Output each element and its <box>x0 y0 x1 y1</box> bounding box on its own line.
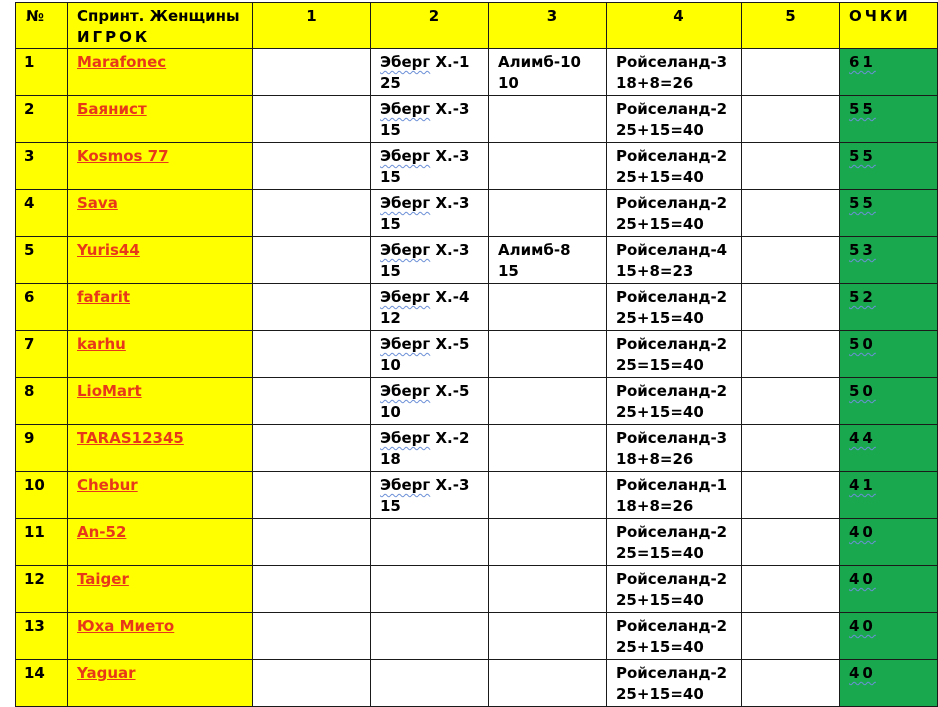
standings-body <box>16 49 938 707</box>
round-1-cell <box>253 49 371 96</box>
round-5-cell <box>742 190 840 237</box>
round-4-pick: Ройселанд-2 <box>616 617 728 635</box>
standings-sheet <box>15 2 938 707</box>
round-2-score: 15 <box>380 121 401 139</box>
round-2-cell <box>371 237 489 284</box>
table-row <box>16 613 938 660</box>
round-2-cell <box>371 566 489 613</box>
round-3-cell <box>489 96 607 143</box>
round-2-pick: Эберг Х.-1 <box>380 53 470 71</box>
table-row <box>16 96 938 143</box>
points-cell <box>840 143 938 190</box>
round-5-cell <box>742 519 840 566</box>
round-4-score: 25+15=40 <box>616 168 704 186</box>
header-player-title: Спринт. Женщины <box>77 7 240 25</box>
header-player-sub: ИГРОК <box>77 28 151 46</box>
round-1-cell <box>253 237 371 284</box>
player-link[interactable]: Юха Мието <box>77 617 175 635</box>
spellcheck-word: Эберг <box>380 335 431 353</box>
player-cell <box>68 49 253 96</box>
spellcheck-word: Эберг <box>380 53 431 71</box>
player-link[interactable]: Kosmos 77 <box>77 147 169 165</box>
points-value: 44 <box>849 429 876 447</box>
round-2-pick: Эберг Х.-3 <box>380 194 470 212</box>
points-value: 61 <box>849 53 876 71</box>
table-row <box>16 190 938 237</box>
header-round-1: 1 <box>253 3 371 49</box>
header-round-4: 4 <box>607 3 742 49</box>
points-cell <box>840 331 938 378</box>
round-4-cell <box>607 425 742 472</box>
round-4-score: 18+8=26 <box>616 497 694 515</box>
row-number: 10 <box>16 472 68 519</box>
round-4-pick: Ройселанд-2 <box>616 100 728 118</box>
row-number: 3 <box>16 143 68 190</box>
player-link[interactable]: Marafonec <box>77 53 167 71</box>
header-round-2: 2 <box>371 3 489 49</box>
player-cell <box>68 425 253 472</box>
table-row <box>16 519 938 566</box>
round-4-cell <box>607 143 742 190</box>
round-4-pick: Ройселанд-4 <box>616 241 728 259</box>
points-cell <box>840 566 938 613</box>
table-row <box>16 331 938 378</box>
round-2-cell <box>371 284 489 331</box>
player-link[interactable]: Chebur <box>77 476 138 494</box>
row-number: 6 <box>16 284 68 331</box>
table-row <box>16 566 938 613</box>
round-5-cell <box>742 660 840 707</box>
row-number: 11 <box>16 519 68 566</box>
round-5-cell <box>742 378 840 425</box>
table-row <box>16 49 938 96</box>
row-number: 8 <box>16 378 68 425</box>
round-4-cell <box>607 378 742 425</box>
player-link[interactable]: Yaguar <box>77 664 136 682</box>
round-4-pick: Ройселанд-3 <box>616 53 728 71</box>
points-cell <box>840 378 938 425</box>
round-5-cell <box>742 472 840 519</box>
points-value: 40 <box>849 570 876 588</box>
round-4-cell <box>607 613 742 660</box>
round-3-score: 10 <box>498 74 519 92</box>
points-value: 50 <box>849 335 876 353</box>
points-cell <box>840 237 938 284</box>
round-2-cell <box>371 519 489 566</box>
round-3-cell <box>489 190 607 237</box>
round-4-cell <box>607 237 742 284</box>
round-4-pick: Ройселанд-1 <box>616 476 728 494</box>
spellcheck-word: Эберг <box>380 288 431 306</box>
round-2-cell <box>371 660 489 707</box>
round-2-cell <box>371 143 489 190</box>
points-value: 40 <box>849 664 876 682</box>
header-round-3: 3 <box>489 3 607 49</box>
round-2-score: 10 <box>380 356 401 374</box>
player-cell <box>68 143 253 190</box>
points-cell <box>840 660 938 707</box>
row-number: 2 <box>16 96 68 143</box>
round-2-score: 15 <box>380 215 401 233</box>
round-4-pick: Ройселанд-2 <box>616 570 728 588</box>
player-cell <box>68 331 253 378</box>
player-link[interactable]: Sava <box>77 194 118 212</box>
round-4-score: 25=15=40 <box>616 356 704 374</box>
points-cell <box>840 519 938 566</box>
points-value: 55 <box>849 147 876 165</box>
spellcheck-word: Эберг <box>380 241 431 259</box>
round-3-cell <box>489 425 607 472</box>
round-1-cell <box>253 566 371 613</box>
header-number: № <box>16 3 68 49</box>
round-5-cell <box>742 425 840 472</box>
round-3-cell <box>489 566 607 613</box>
player-cell <box>68 378 253 425</box>
row-number: 7 <box>16 331 68 378</box>
player-cell <box>68 284 253 331</box>
round-4-cell <box>607 519 742 566</box>
round-2-cell <box>371 49 489 96</box>
round-4-pick: Ройселанд-2 <box>616 382 728 400</box>
round-1-cell <box>253 519 371 566</box>
round-1-cell <box>253 378 371 425</box>
round-3-cell <box>489 331 607 378</box>
table-row <box>16 237 938 284</box>
round-2-cell <box>371 96 489 143</box>
round-2-score: 15 <box>380 497 401 515</box>
round-1-cell <box>253 425 371 472</box>
points-cell <box>840 472 938 519</box>
points-value: 52 <box>849 288 876 306</box>
round-2-pick: Эберг Х.-4 <box>380 288 470 306</box>
round-4-cell <box>607 49 742 96</box>
round-4-cell <box>607 190 742 237</box>
player-link[interactable]: TARAS12345 <box>77 429 184 447</box>
round-4-score: 25+15=40 <box>616 403 704 421</box>
player-link[interactable]: An-52 <box>77 523 127 541</box>
round-4-score: 25+15=40 <box>616 591 704 609</box>
points-cell <box>840 613 938 660</box>
round-2-score: 18 <box>380 450 401 468</box>
round-2-cell <box>371 472 489 519</box>
spellcheck-word: Эберг <box>380 147 431 165</box>
round-3-cell <box>489 660 607 707</box>
round-5-cell <box>742 143 840 190</box>
table-row <box>16 143 938 190</box>
points-value: 40 <box>849 523 876 541</box>
round-1-cell <box>253 472 371 519</box>
row-number: 5 <box>16 237 68 284</box>
player-cell <box>68 566 253 613</box>
player-link[interactable]: fafarit <box>77 288 131 306</box>
round-2-score: 15 <box>380 168 401 186</box>
player-cell <box>68 613 253 660</box>
player-link[interactable]: LioMart <box>77 382 142 400</box>
round-3-cell <box>489 237 607 284</box>
points-value: 55 <box>849 100 876 118</box>
spellcheck-word: Эберг <box>380 194 431 212</box>
round-1-cell <box>253 284 371 331</box>
round-5-cell <box>742 331 840 378</box>
header-player <box>68 3 253 49</box>
spellcheck-word: Эберг <box>380 476 431 494</box>
points-cell <box>840 96 938 143</box>
points-value: 40 <box>849 617 876 635</box>
round-3-cell <box>489 519 607 566</box>
spellcheck-word: Эберг <box>380 429 431 447</box>
round-1-cell <box>253 660 371 707</box>
round-2-score: 25 <box>380 74 401 92</box>
points-cell <box>840 284 938 331</box>
round-4-pick: Ройселанд-2 <box>616 523 728 541</box>
points-value: 53 <box>849 241 876 259</box>
round-2-cell <box>371 378 489 425</box>
round-3-cell <box>489 378 607 425</box>
player-cell <box>68 190 253 237</box>
round-4-pick: Ройселанд-2 <box>616 147 728 165</box>
round-4-score: 25+15=40 <box>616 215 704 233</box>
points-value: 50 <box>849 382 876 400</box>
round-2-pick: Эберг Х.-2 <box>380 429 470 447</box>
points-cell <box>840 190 938 237</box>
standings-table <box>15 2 938 707</box>
table-row <box>16 284 938 331</box>
row-number: 4 <box>16 190 68 237</box>
spellcheck-word: Эберг <box>380 100 431 118</box>
player-cell <box>68 519 253 566</box>
table-header-row <box>16 3 938 49</box>
round-1-cell <box>253 331 371 378</box>
round-4-cell <box>607 566 742 613</box>
round-2-pick: Эберг Х.-3 <box>380 147 470 165</box>
round-2-cell <box>371 613 489 660</box>
table-row <box>16 660 938 707</box>
round-3-score: 15 <box>498 262 519 280</box>
points-value: 41 <box>849 476 876 494</box>
round-2-cell <box>371 425 489 472</box>
round-3-cell <box>489 284 607 331</box>
player-cell <box>68 660 253 707</box>
table-row <box>16 472 938 519</box>
round-4-score: 15+8=23 <box>616 262 694 280</box>
round-4-score: 25=15=40 <box>616 544 704 562</box>
table-row <box>16 378 938 425</box>
round-2-pick: Эберг Х.-3 <box>380 241 470 259</box>
player-cell <box>68 237 253 284</box>
round-4-pick: Ройселанд-2 <box>616 664 728 682</box>
round-2-score: 15 <box>380 262 401 280</box>
round-1-cell <box>253 190 371 237</box>
header-round-5: 5 <box>742 3 840 49</box>
round-4-cell <box>607 284 742 331</box>
round-2-cell <box>371 190 489 237</box>
round-4-score: 18+8=26 <box>616 74 694 92</box>
spellcheck-word: Эберг <box>380 382 431 400</box>
round-4-score: 25+15=40 <box>616 638 704 656</box>
round-4-score: 25+15=40 <box>616 685 704 703</box>
round-4-pick: Ройселанд-2 <box>616 335 728 353</box>
round-2-pick: Эберг Х.-3 <box>380 100 470 118</box>
row-number: 9 <box>16 425 68 472</box>
round-4-cell <box>607 472 742 519</box>
round-3-cell <box>489 472 607 519</box>
row-number: 13 <box>16 613 68 660</box>
player-link[interactable]: Taiger <box>77 570 129 588</box>
round-2-score: 10 <box>380 403 401 421</box>
row-number: 1 <box>16 49 68 96</box>
round-4-score: 25+15=40 <box>616 121 704 139</box>
round-4-pick: Ройселанд-3 <box>616 429 728 447</box>
round-3-cell <box>489 613 607 660</box>
row-number: 14 <box>16 660 68 707</box>
table-row <box>16 425 938 472</box>
points-value: 55 <box>849 194 876 212</box>
round-3-cell <box>489 49 607 96</box>
player-link[interactable]: Yuris44 <box>77 241 140 259</box>
round-2-cell <box>371 331 489 378</box>
round-5-cell <box>742 49 840 96</box>
row-number: 12 <box>16 566 68 613</box>
round-4-cell <box>607 331 742 378</box>
round-4-score: 25+15=40 <box>616 309 704 327</box>
round-5-cell <box>742 613 840 660</box>
round-5-cell <box>742 284 840 331</box>
round-5-cell <box>742 96 840 143</box>
round-5-cell <box>742 566 840 613</box>
round-5-cell <box>742 237 840 284</box>
header-points: ОЧКИ <box>840 3 938 49</box>
round-2-score: 12 <box>380 309 401 327</box>
round-3-pick: Алимб-10 <box>498 53 581 71</box>
round-4-cell <box>607 660 742 707</box>
round-1-cell <box>253 96 371 143</box>
round-2-pick: Эберг Х.-3 <box>380 476 470 494</box>
round-2-pick: Эберг Х.-5 <box>380 382 470 400</box>
round-1-cell <box>253 143 371 190</box>
player-link[interactable]: Баянист <box>77 100 147 118</box>
round-4-pick: Ройселанд-2 <box>616 288 728 306</box>
points-cell <box>840 49 938 96</box>
round-3-cell <box>489 143 607 190</box>
round-4-cell <box>607 96 742 143</box>
player-link[interactable]: karhu <box>77 335 126 353</box>
round-4-score: 18+8=26 <box>616 450 694 468</box>
round-3-pick: Алимб-8 <box>498 241 571 259</box>
round-2-pick: Эберг Х.-5 <box>380 335 470 353</box>
player-cell <box>68 472 253 519</box>
player-cell <box>68 96 253 143</box>
points-cell <box>840 425 938 472</box>
round-4-pick: Ройселанд-2 <box>616 194 728 212</box>
round-1-cell <box>253 613 371 660</box>
